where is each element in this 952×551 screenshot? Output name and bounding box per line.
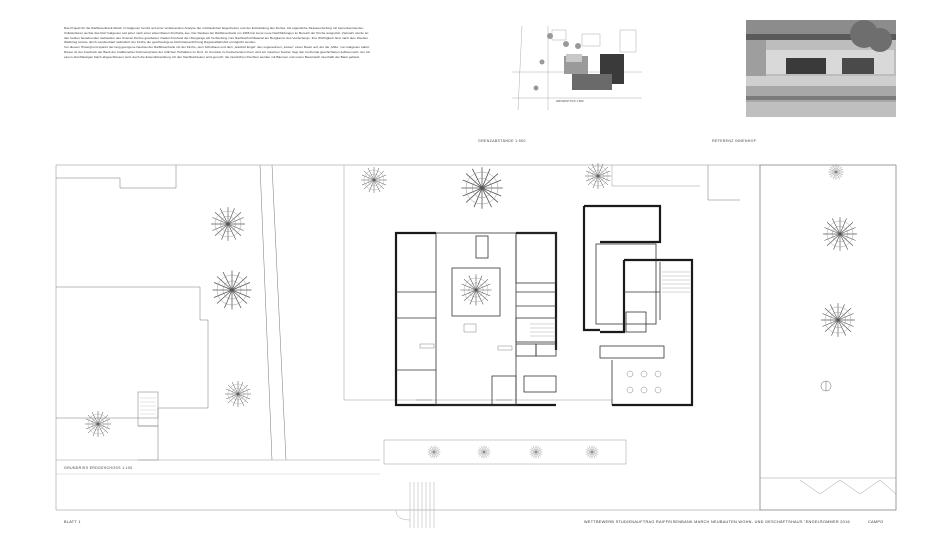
main-building-walls [396,206,692,405]
road-edge-right [760,478,896,494]
crosswalk [396,482,434,528]
top-right-label: REFERENZ INNENHOF [712,139,757,143]
description-paragraph-1: Das Projekt für die Raiffeisenbank March in Galgenen beruht auf einer umfassenden Analyse der ortsbaulichen Eigenheiten und der Entwicklung des Dorfes. Als eigentliche Strassendorfung mit bemerkenswerten Volkskulturen suchte das Dorf Galgenen seit jeher nach einer erkennbaren Dorfmitte aus. Der Neubau der Raiffeisenbank um 1966 hat zuvor neue Nachbildungen im Bereich der Kirche ausgelöst. Vielmehr wurde an den beiden bestehenden Gebäuden des Unteren Dorfes gearbeitet. Dadurch befand die Übergänge als Verbindung zum Nachbarhof Material am Bergkamm des Vorderbergs. Ihre Wichtigkeit: Erst nach dem Zweiten Weltkrieg konnte durch Landverkauf südöstlich der Kirche die geschwungene Dorfstrassenführung Regionalbahnhof ermöglicht werden. [64,26,369,45]
siteplan-caption: GRUNDSTÜCK 1:500 [556,99,584,103]
neighbour-buildings-right [708,165,896,510]
competition-title: WETTBEWERB STUDIENAUFTRAG RAIFFEISENBANK MARCH NEUBAUTEN WOHN- UND GESCHÄFTSHAUS "ENGEL" [584,520,822,524]
outer-frame [56,165,896,510]
date-label: SOMMER 2016 [820,520,850,524]
plaza-outline [344,165,700,464]
author-label: CAMPO [868,520,884,524]
sheet-number: BLATT 1 [64,520,81,524]
neighbour-buildings-left [56,165,286,460]
top-center-label: GRENZABSTÄNDE 1:500 [478,139,526,143]
interior-stairs [530,272,690,336]
furniture [416,324,661,400]
stair-left [140,398,156,414]
description-paragraph-2: Vor diesem Hintergrund spannt der lang gezogene Neubau der Raiffeisenbank mit der Kirche, dem Schulhaus und dem „Gasthof Engel“ den sogenannten „Löwen“ einen Raum auf, der die „Mitte“ von Galgenen stärkt. Dieser ist der Ausdruck der Bank der traditionellen Fahrnerspraxis der örtlichen Hofstätten im Dorf. Im Kontrast zu freistehendem Kern wird ein massiver Sockel, liegt den horizontal geschichteten Aufbau nach, der mit einem durchlässigen Dach abgeschlossen wird. Auch die Ensemblewirkung mit den Nachbarbauten wird genutzt: die räumlichen Fluchten werden mit Bäumen und einem Baumdach innerhalb der Bank gefasst. [64,45,371,59]
trees [85,163,857,459]
plan-caption: GRUNDRISS ERDGESCHOSS 1:100 [64,466,133,470]
